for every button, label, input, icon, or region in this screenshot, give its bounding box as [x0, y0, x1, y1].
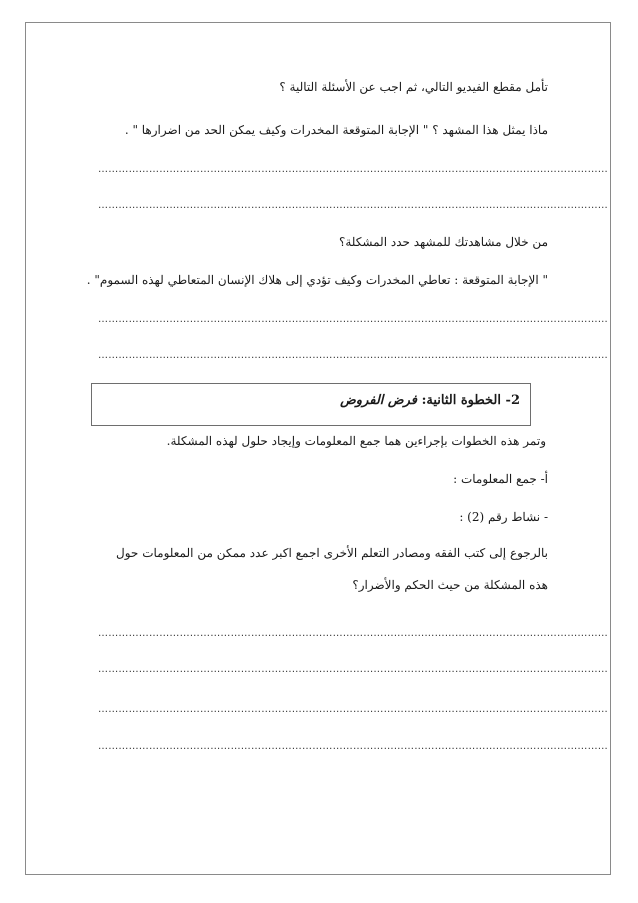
step2-heading [340, 393, 520, 408]
answer-line-4[interactable]: …………………………………………………………………………………………………………………………………… [98, 350, 608, 361]
answer-line-1[interactable]: …………………………………………………………………………………………………………………………………… [98, 164, 608, 175]
step2-box [91, 383, 531, 426]
q1-question: ماذا يمثل هذا المشهد ؟ " الإجابة المتوقعة المخدرات وكيف يمكن الحد من اضرارها " . [124, 123, 548, 137]
answer-line-2[interactable]: …………………………………………………………………………………………………………………………………… [98, 200, 608, 211]
q2-answer: " الإجابة المتوقعة : تعاطي المخدرات وكيف تؤدي إلى هلاك الإنسان المتعاطي لهذه السموم" . [86, 273, 548, 287]
activity-heading: - نشاط رقم (2) : [459, 510, 548, 524]
step2-title: فرض الفروض [340, 393, 418, 408]
step2-number: 2- [505, 393, 520, 408]
q2-question: من خلال مشاهدتك للمشهد حدد المشكلة؟ [339, 235, 548, 249]
answer-line-3[interactable]: …………………………………………………………………………………………………………………………………… [98, 314, 608, 325]
answer-line-7[interactable]: …………………………………………………………………………………………………………………………………… [98, 704, 608, 715]
q1-intro: تأمل مقطع الفيديو التالي، ثم اجب عن الأسئلة التالية ؟ [279, 80, 548, 94]
subsection-a-heading: أ- جمع المعلومات : [453, 472, 548, 486]
step2-description: وتمر هذه الخطوات بإجراءين هما جمع المعلومات وإيجاد حلول لهذه المشكلة. [166, 434, 546, 448]
answer-line-8[interactable]: …………………………………………………………………………………………………………………………………… [98, 741, 608, 752]
answer-line-6[interactable]: …………………………………………………………………………………………………………………………………… [98, 664, 608, 675]
activity-instruction: بالرجوع إلى كتب الفقه ومصادر التعلم الأخرى اجمع اكبر عدد ممكن من المعلومات حول هذه المشكلة من حيث الحكم والأضرار؟ [116, 546, 548, 592]
step2-label: الخطوة الثانية: [421, 393, 502, 408]
answer-line-5[interactable]: …………………………………………………………………………………………………………………………………… [98, 628, 608, 639]
